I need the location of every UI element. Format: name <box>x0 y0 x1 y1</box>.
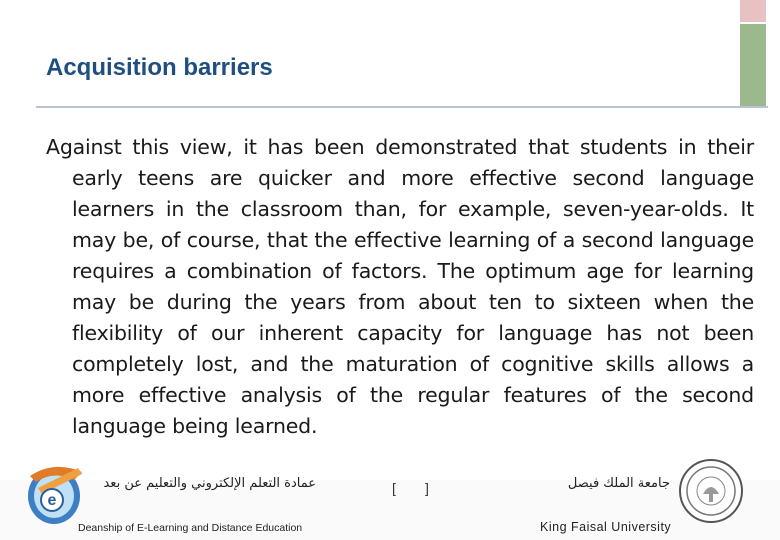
page-number-bracket-close: ] <box>425 480 429 496</box>
title-divider <box>36 106 768 108</box>
deanship-name-arabic: عمادة التعلم الإلكتروني والتعليم عن بعد <box>103 476 316 491</box>
slide-title: Acquisition barriers <box>46 54 273 81</box>
svg-text:e: e <box>47 492 57 509</box>
university-name-arabic: جامعة الملك فيصل <box>567 476 670 491</box>
slide-body-text: Against this view, it has been demonstrated that students in their early teens are quicker and more effective second language learners in the classroom than, for example, seven-year-olds. It may be, of course, that the effective learning of a second language requires a combination of factors. The optimum age for learning may be during the years from about ten to sixteen when the flexibility of our inherent capacity for language has not been completely lost, and the maturation of cognitive skills allows a more effective analysis of the regular features of the second language being learned. <box>46 135 754 438</box>
university-seal-icon <box>678 458 744 524</box>
page-number-bracket-open: [ <box>392 480 396 496</box>
accent-bar-side <box>740 24 766 106</box>
deanship-name-english: Deanship of E-Learning and Distance Education <box>78 522 303 534</box>
slide-footer <box>0 458 780 540</box>
accent-bar-top <box>740 0 766 22</box>
university-name-english: King Faisal University <box>540 520 672 534</box>
e-learning-logo-icon <box>24 458 88 530</box>
